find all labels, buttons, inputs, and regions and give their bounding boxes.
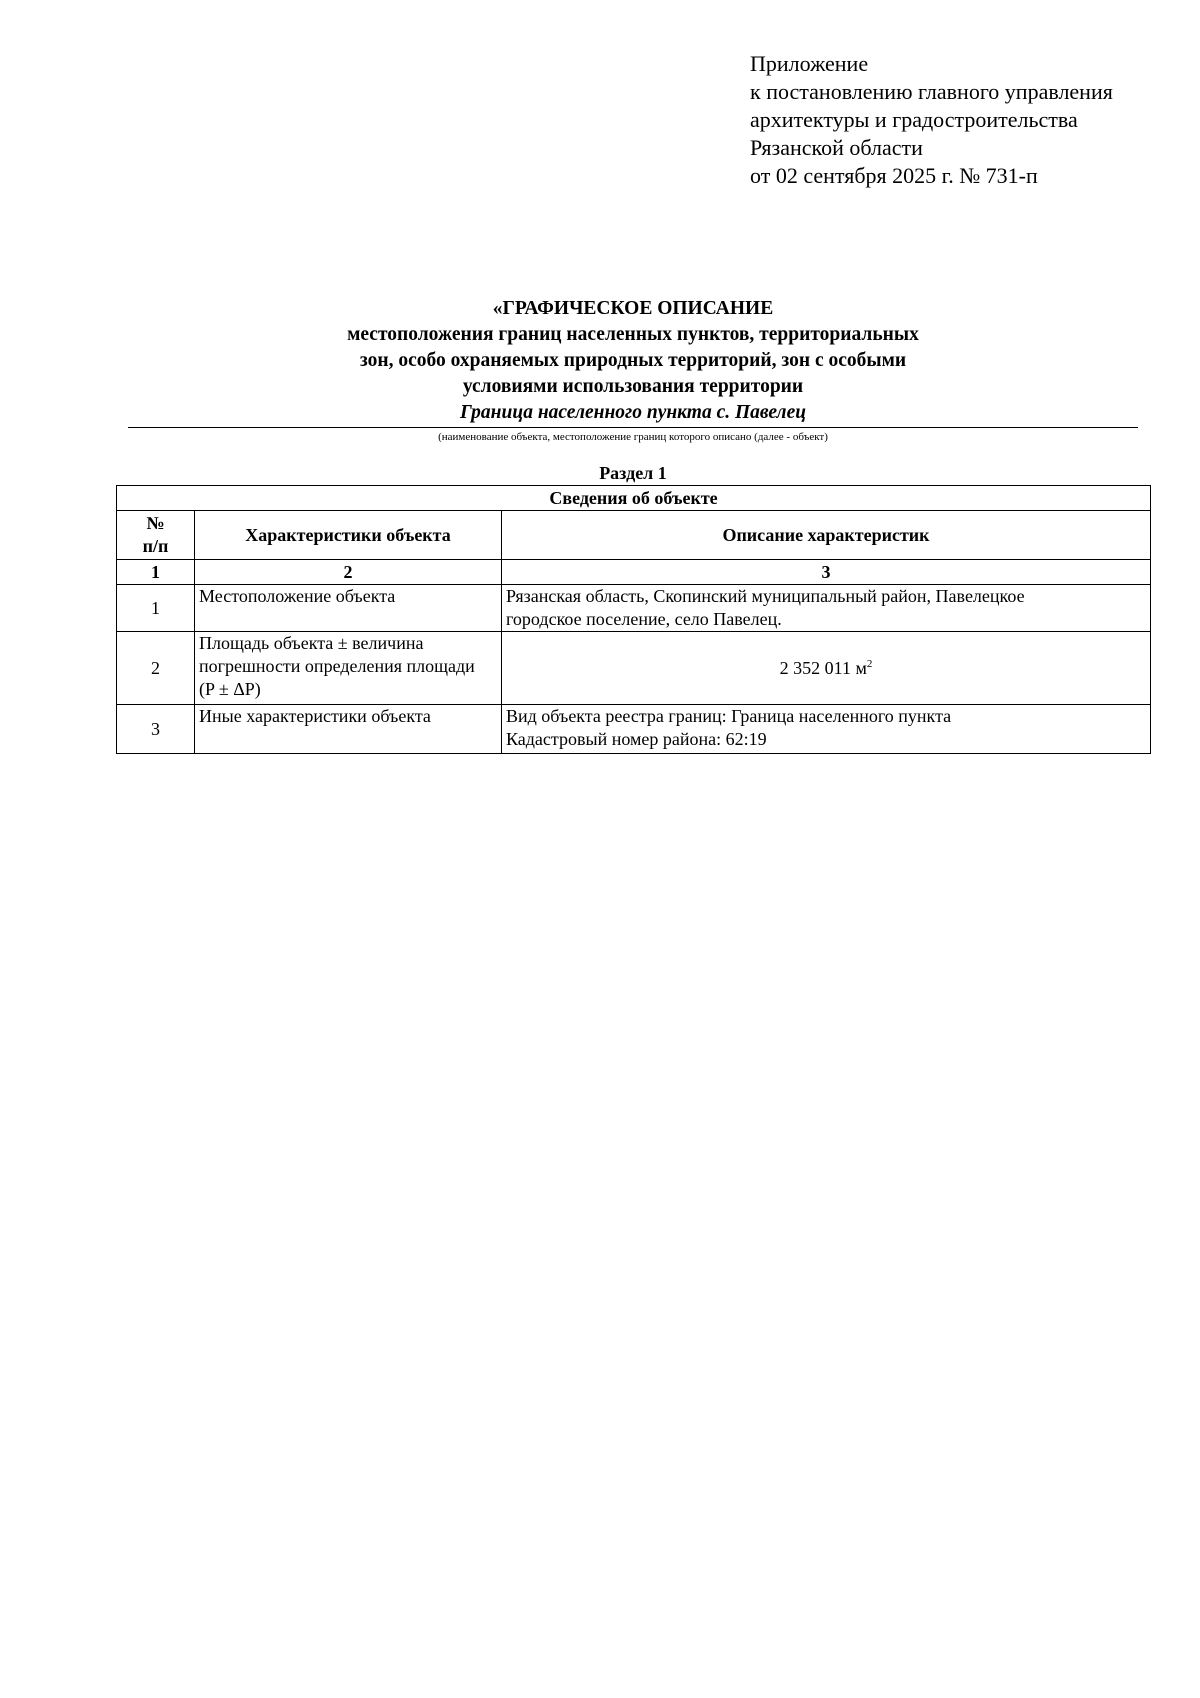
row-number: 3 — [117, 705, 195, 754]
table-row — [117, 585, 1151, 632]
description-line: Кадастровый номер района: 62:19 — [506, 729, 767, 749]
title-line: местоположения границ населенных пунктов, территориальных — [347, 324, 919, 345]
header-description: Описание характеристик — [502, 511, 1151, 560]
appendix-line: Рязанской области — [750, 135, 923, 160]
row-number: 1 — [117, 585, 195, 632]
object-caption: (наименование объекта, местоположение границ которого описано (далее - объект) — [438, 431, 828, 443]
table-title-row — [117, 486, 1151, 511]
table-row — [117, 705, 1151, 754]
characteristic-line: погрешности определения площади — [199, 656, 475, 676]
column-number: 1 — [117, 560, 195, 585]
table-title: Сведения об объекте — [117, 486, 1151, 511]
characteristic-line: Иные характеристики объекта — [199, 706, 431, 726]
row-description — [502, 585, 1151, 632]
appendix-line: к постановлению главного управления — [750, 79, 1113, 104]
description-line: городское поселение, село Павелец. — [506, 609, 782, 629]
document-title — [128, 296, 1138, 400]
description-line: Вид объекта реестра границ: Граница населенного пункта — [506, 706, 952, 726]
characteristic-line: Площадь объекта ± величина — [199, 633, 424, 653]
row-description — [502, 705, 1151, 754]
table-row — [117, 632, 1151, 705]
appendix-date-line: от 02 сентября 2025 г. № 731-п — [750, 163, 1038, 188]
characteristic-line: (P ± ΔP) — [199, 679, 261, 699]
section-title: Раздел 1 — [599, 463, 667, 483]
row-characteristic — [195, 705, 502, 754]
column-number: 3 — [502, 560, 1151, 585]
row-characteristic — [195, 585, 502, 632]
appendix-line: Приложение — [750, 51, 869, 76]
header-num — [117, 511, 195, 560]
appendix-line: архитектуры и градостроительства — [750, 107, 1078, 132]
appendix-block — [750, 50, 1113, 190]
area-unit-superscript: 2 — [866, 657, 873, 670]
title-line: «ГРАФИЧЕСКОЕ ОПИСАНИЕ — [492, 298, 774, 319]
object-info-table — [116, 485, 1151, 754]
characteristic-line: Местоположение объекта — [199, 586, 396, 606]
row-number: 2 — [117, 632, 195, 705]
header-num-line2: п/п — [142, 536, 169, 556]
object-underline — [128, 427, 1138, 428]
object-name: Граница населенного пункта с. Павелец — [459, 402, 807, 423]
column-numbers-row — [117, 560, 1151, 585]
table-header-row — [117, 511, 1151, 560]
row-characteristic — [195, 632, 502, 705]
header-characteristics: Характеристики объекта — [195, 511, 502, 560]
area-value: 2 352 011 м — [779, 657, 867, 678]
row-description-area — [502, 632, 1151, 705]
description-line: Рязанская область, Скопинский муниципальный район, Павелецкое — [506, 586, 1025, 606]
title-line: зон, особо охраняемых природных территорий, зон с особыми — [359, 350, 907, 371]
title-line: условиями использования территории — [462, 376, 804, 397]
column-number: 2 — [195, 560, 502, 585]
header-num-line1: № — [146, 513, 165, 533]
